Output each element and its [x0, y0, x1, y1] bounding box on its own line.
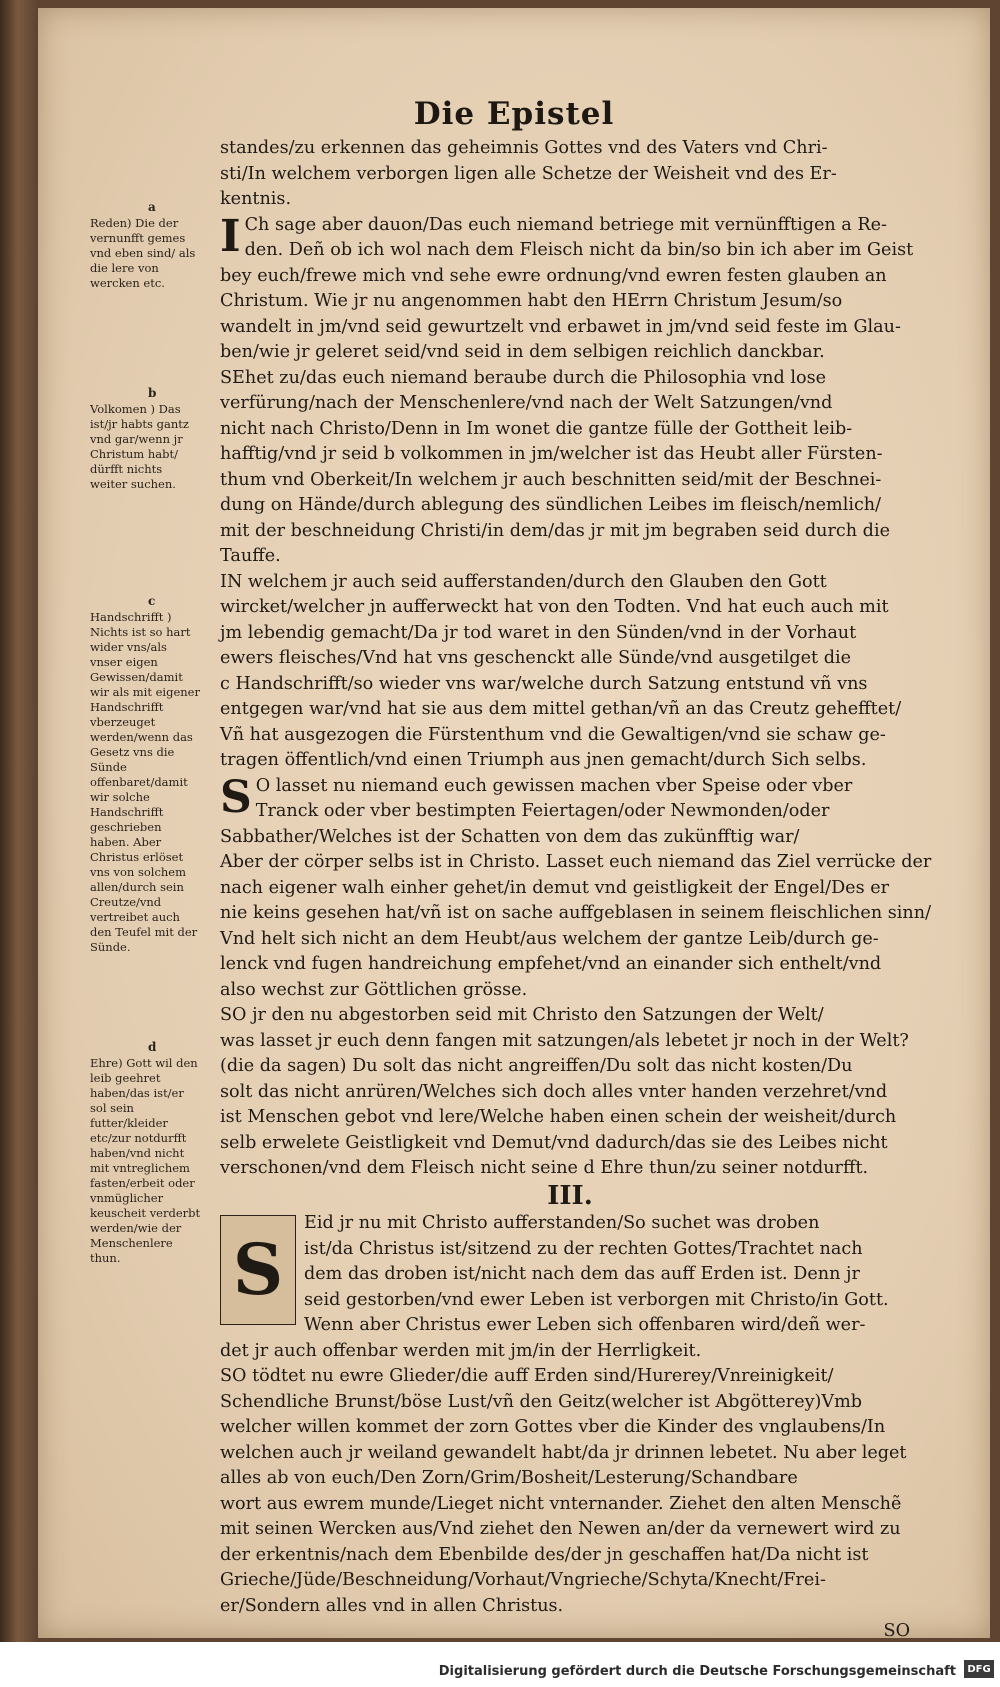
text-line: Ch sage aber dauon/Das euch niemand betriege mit vernünfftigen a Re-	[244, 214, 887, 235]
text-line: wandelt in jm/vnd seid gewurtzelt vnd erbawet in jm/vnd seid feste im Glau-	[220, 316, 901, 337]
catchword: SO	[883, 1621, 910, 1641]
text-line: (die da sagen) Du solt das nicht angreiffen/Du solt das nicht kosten/Du	[220, 1056, 853, 1076]
text-line: wircket/welcher jn aufferweckt hat von den Todten. Vnd hat euch auch mit	[220, 597, 889, 617]
note-letter-c: c	[148, 594, 156, 608]
text-line: also wechst zur Göttlichen grösse.	[220, 979, 528, 1000]
text-line: den. Deñ ob ich wol nach dem Fleisch nicht da bin/so bin ich aber im Geist	[244, 240, 914, 260]
paragraph-so-lasset	[220, 771, 920, 851]
text-line: er/Sondern alles vnd in allen Christus.	[220, 1595, 564, 1616]
text-line: nie keins gesehen hat/vñ ist on sache auffgeblasen in seinem fleischlichen sinn/	[220, 903, 932, 923]
text-line: tragen öffentlich/vnd einen Triumph aus jnen gemacht/durch Sich selbs.	[220, 750, 867, 770]
text-line: Aber der cörper selbs ist in Christo. Lasset euch niemand das Ziel verrücke der	[220, 852, 932, 872]
text-line: verschonen/vnd dem Fleisch nicht seine d Ehre thun/zu seiner notdurfft.	[220, 1158, 869, 1178]
marginal-note-a: Reden) Die der vernunfft gemes vnd eben sind/ als die lere von wercken etc.	[90, 216, 196, 290]
text-line: mit der beschneidung Christi/in dem/das jr mit jm begraben seid durch die	[220, 520, 890, 541]
book-edge	[0, 0, 40, 1642]
text-line: nicht nach Christo/Denn in Im wonet die gantze fülle der Gottheit leib-	[220, 418, 853, 439]
text-line: welcher willen kommet der zorn Gottes vber die Kinder des vnglaubens/In	[220, 1417, 886, 1437]
text-line: lenck vnd fugen handreichung empfehet/vnd an einander sich enthelt/vnd	[220, 954, 882, 974]
text-line: mit seinen Wercken aus/Vnd ziehet den Newen an/der da vernewert wird zu	[220, 1519, 901, 1539]
paragraph-ich-sage	[220, 210, 920, 366]
text-line: SO tödtet nu ewre Glieder/die auff Erden sind/Hurerey/Vnreinigkeit/	[220, 1366, 834, 1386]
text-line: ist/da Christus ist/sitzend zu der rechten Gottes/Trachtet nach	[304, 1238, 863, 1259]
text-line: Tauffe.	[220, 546, 281, 566]
main-text-block	[220, 136, 932, 1645]
text-line: der erkentnis/nach dem Ebenbilde des/der jn geschaffen hat/Da nicht ist	[220, 1544, 869, 1565]
book-page	[38, 8, 990, 1641]
text-line: c Handschrifft/so wieder vns war/welche durch Satzung entstund vñ vns	[220, 673, 868, 694]
text-line: Grieche/Jüde/Beschneidung/Vorhaut/Vngrieche/Schyta/Knecht/Frei-	[220, 1570, 826, 1590]
text-line: IN welchem jr auch seid aufferstanden/durch den Glauben den Gott	[220, 571, 827, 592]
initial-letter-i: I	[220, 210, 241, 262]
marginal-note-d: Ehre) Gott wil den leib geehret haben/das ist/er sol sein futter/kleider etc/zur notdurfft haben/vnd nicht mit vntreglichem fasten/erbeit oder vnmüglicher keuscheit verderbt werden/wie der Menschenlere thun.	[90, 1056, 201, 1265]
text-line: Wenn aber Christus ewer Leben sich offenbaren wird/deñ wer-	[304, 1315, 866, 1335]
text-line: verfürung/nach der Menschenlere/vnd nach der Welt Satzungen/vnd	[220, 393, 833, 413]
initial-letter-s: S	[220, 771, 252, 823]
text-line: thum vnd Oberkeit/In welchem jr auch beschnitten seid/mit der Beschnei-	[220, 469, 882, 490]
text-line: standes/zu erkennen das geheimnis Gottes vnd des Vaters vnd Chri-	[220, 138, 828, 158]
text-line: was lasset jr euch denn fangen mit satzungen/als lebetet jr noch in der Welt?	[220, 1030, 909, 1051]
text-line: Christum. Wie jr nu angenommen habt den HErrn Christum Jesum/so	[220, 291, 843, 311]
text-line: ben/wie jr geleret seid/vnd seid in dem selbigen reichlich danckbar.	[220, 342, 825, 362]
text-line: Eid jr nu mit Christo aufferstanden/So suchet was droben	[304, 1213, 820, 1233]
text-line: Sabbather/Welches ist der Schatten von dem das zukünfftig war/	[220, 826, 800, 847]
text-line: welchen auch jr weiland gewandelt habt/da jr drinnen lebetet. Nu aber leget	[220, 1442, 907, 1463]
text-line: det jr auch offenbar werden mit jm/in der Herrligkeit.	[220, 1340, 702, 1361]
running-head: Die Epistel	[413, 96, 615, 132]
text-line: seid gestorben/vnd ewer Leben ist verborgen mit Christo/in Gott.	[304, 1289, 889, 1310]
digitization-footer	[0, 1642, 1000, 1687]
chapter-three-opening	[220, 1211, 920, 1364]
text-line: Vñ hat ausgezogen die Fürstenthum vnd die Gewaltigen/vnd sie schaw ge-	[220, 724, 886, 745]
funding-credit: Digitalisierung gefördert durch die Deutsche Forschungsgemeinschaft	[438, 1664, 956, 1679]
dfg-logo: DFG	[964, 1660, 994, 1678]
note-letter-a: a	[148, 200, 156, 214]
text-line: selb erwelete Geistligkeit vnd Demut/vnd dadurch/das sie des Leibes nicht	[220, 1132, 888, 1153]
text-line: SO jr den nu abgestorben seid mit Christo den Satzungen der Welt/	[220, 1005, 824, 1025]
text-line: sti/In welchem verborgen ligen alle Schetze der Weisheit vnd des Er-	[220, 163, 837, 184]
text-line: wort aus ewrem munde/Lieget nicht vnternander. Ziehet den alten Menschẽ	[220, 1493, 902, 1514]
note-letter-d: d	[148, 1040, 157, 1054]
text-line: solt das nicht anrüren/Welches sich doch alles vnter handen verzehret/vnd	[220, 1081, 888, 1102]
text-line: nach eigener walh einher gehet/in demut vnd geistligkeit der Engel/Des er	[220, 877, 890, 898]
text-line: Schendliche Brunst/böse Lust/vñ den Geitz(welcher ist Abgötterey)Vmb	[220, 1391, 863, 1412]
text-line: ist Menschen gebot vnd lere/Welche haben einen schein der weisheit/durch	[220, 1107, 897, 1127]
text-line: dung on Hände/durch ablegung des sündlichen Leibes im fleisch/nemlich/	[220, 495, 882, 515]
note-letter-b: b	[148, 386, 157, 400]
decorated-initial-s: S	[220, 1215, 296, 1325]
text-line: hafftig/vnd jr seid b volkommen in jm/welcher ist das Heubt aller Fürsten-	[220, 444, 883, 464]
text-line: bey euch/frewe mich vnd sehe ewre ordnung/vnd ewren festen glauben an	[220, 265, 887, 286]
text-line: entgegen war/vnd hat sie aus dem mittel gethan/vñ an das Creutz gehefftet/	[220, 699, 902, 719]
text-line: ewers fleisches/Vnd hat vns geschenckt alle Sünde/vnd ausgetilget die	[220, 648, 852, 668]
marginal-note-b: Volkomen ) Das ist/jr habts gantz vnd gar/wenn jr Christum habt/ dürfft nichts weiter suchen.	[90, 402, 189, 491]
text-line: dem das droben ist/nicht nach dem das auff Erden ist. Denn jr	[304, 1264, 860, 1284]
marginal-note-c: Handschrifft ) Nichts ist so hart wider vns/als vnser eigen Gewissen/damit wir als mit eigener Handschrifft vberzeuget werden/wenn das Gesetz vns die Sünde offenbaret/damit wir solche Handschrifft geschrieben haben. Aber Christus erlöset vns von solchem allen/durch sein Creutze/vnd vertreibet auch den Teufel mit der Sünde.	[90, 610, 200, 954]
text-line: kentnis.	[220, 189, 292, 209]
text-line: Vnd helt sich nicht an dem Heubt/aus welchem der gantze Leib/durch ge-	[220, 928, 879, 949]
text-line: O lasset nu niemand euch gewissen machen vber Speise oder vber	[255, 775, 853, 796]
text-line: SEhet zu/das euch niemand beraube durch die Philosophia vnd lose	[220, 367, 827, 388]
text-line: jm lebendig gemacht/Da jr tod waret in den Sünden/vnd in der Vorhaut	[220, 622, 857, 643]
chapter-number: III.	[547, 1180, 593, 1211]
text-line: alles ab von euch/Den Zorn/Grim/Bosheit/Lesterung/Schandbare	[220, 1468, 798, 1488]
text-line: Tranck oder vber bestimpten Feiertagen/oder Newmonden/oder	[255, 801, 830, 821]
